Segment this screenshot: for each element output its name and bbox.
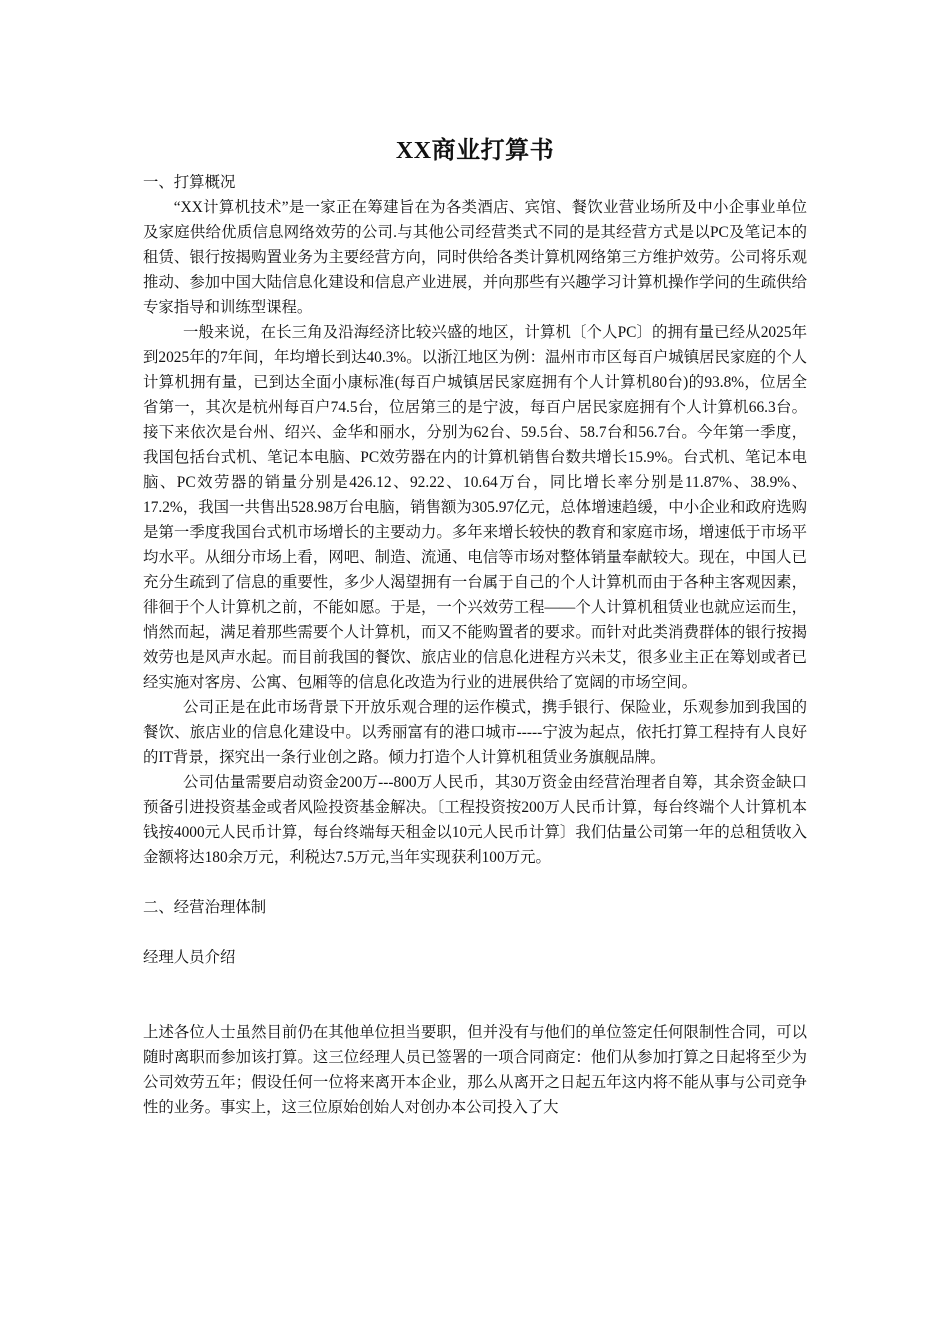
blank-line [143, 920, 807, 945]
paragraph-market-analysis: 一般来说，在长三角及沿海经济比较兴盛的地区，计算机〔个人PC〕的拥有量已经从2025年到2025年的7年间，年均增长到达40.3%。以浙江地区为例：温州市市区每百户城镇居民家庭的个人计算机拥有量，已到达全面小康标准(每百户城镇居民家庭拥有个人计算机80台)的93.8%，位居全省第一，其次是杭州每百户74.5台，位居第三的是宁波，每百户居民家庭拥有个人计算机66.3台。接下来依次是台州、绍兴、金华和丽水，分别为62台、59.5台、58.7台和56.7台。今年第一季度，我国包括台式机、笔记本电脑、PC效劳器在内的计算机销售台数共增长15.9%。台式机、笔记本电脑、PC效劳器的销量分别是426.12、92.22、10.64万台，同比增长率分别是11.87%、38.9%、17.2%，我国一共售出528.98万台电脑，销售额为305.97亿元，总体增速趋缓，中小企业和政府选购是第一季度我国台式机市场增长的主要动力。多年来增长较快的教育和家庭市场，增速低于市场平均水平。从细分市场上看，网吧、制造、流通、电信等市场对整体销量奉献较大。现在，中国人已充分生疏到了信息的重要性，多少人渴望拥有一台属于自己的个人计算机而由于各种主客观因素，徘徊于个人计算机之前，不能如愿。于是，一个兴效劳工程——个人计算机租赁业也就应运而生，悄然而起，满足着那些需要个人计算机，而又不能购置者的要求。而针对此类消费群体的银行按揭效劳也是风声水起。而目前我国的餐饮、旅店业的信息化进程方兴未艾，很多业主正在筹划或者已经实施对客房、公寓、包厢等的信息化改造为行业的进展供给了宽阔的市场空间。 [143, 324, 807, 691]
paragraph-operation-model: 公司正是在此市场背景下开放乐观合理的运作模式，携手银行、保险业，乐观参加到我国的餐饮、旅店业的信息化建设中。以秀丽富有的港口城市-----宁波为起点，依托打算工程持有人良好的IT背景，探究出一条行业创之路。倾力打造个人计算机租赁业务旗舰品牌。 [143, 699, 807, 766]
blank-line [143, 870, 807, 895]
paragraph-manager-contract: 上述各位人士虽然目前仍在其他单位担当要职，但并没有与他们的单位签定任何限制性合同，可以随时离职而参加该打算。这三位经理人员已签署的一项合同商定：他们从参加打算之日起将至少为公司效劳五年；假设任何一位将来离开本企业，那么从离开之日起五年这内将不能从事与公司竞争性的业务。事实上，这三位原始创始人对创办本公司投入了大 [143, 1024, 807, 1116]
blank-space [143, 970, 807, 1020]
section-heading-overview: 一、打算概况 [143, 174, 236, 191]
document-title: XX商业打算书 [395, 138, 555, 164]
subheading-manager-intro: 经理人员介绍 [143, 949, 236, 966]
paragraph-funding-estimate: 公司估量需要启动资金200万---800万人民币，其30万资金由经营治理者自筹，其余资金缺口预备引进投资基金或者风险投资基金解决。〔工程投资按200万人民币计算，每台终端个人计算机本钱按4000元人民币计算，每台终端每天租金以10元人民币计算〕我们估量公司第一年的总租赁收入金额将达180余万元，利税达7.5万元,当年实现获利100万元。 [143, 774, 807, 866]
section-heading-management: 二、经营治理体制 [143, 899, 267, 916]
document-body [143, 128, 807, 1120]
paragraph-company-intro: “XX计算机技术”是一家正在筹建旨在为各类酒店、宾馆、餐饮业营业场所及中小企事业单位及家庭供给优质信息网络效劳的公司.与其他公司经营类式不同的是其经营方式是以PC及笔记本的租赁、银行按揭购置业务为主要经营方向，同时供给各类计算机网络第三方维护效劳。公司将乐观推动、参加中国大陆信息化建设和信息产业进展，并向那些有兴趣学习计算机操作学问的生疏供给专家指导和训练型课程。 [143, 199, 807, 316]
